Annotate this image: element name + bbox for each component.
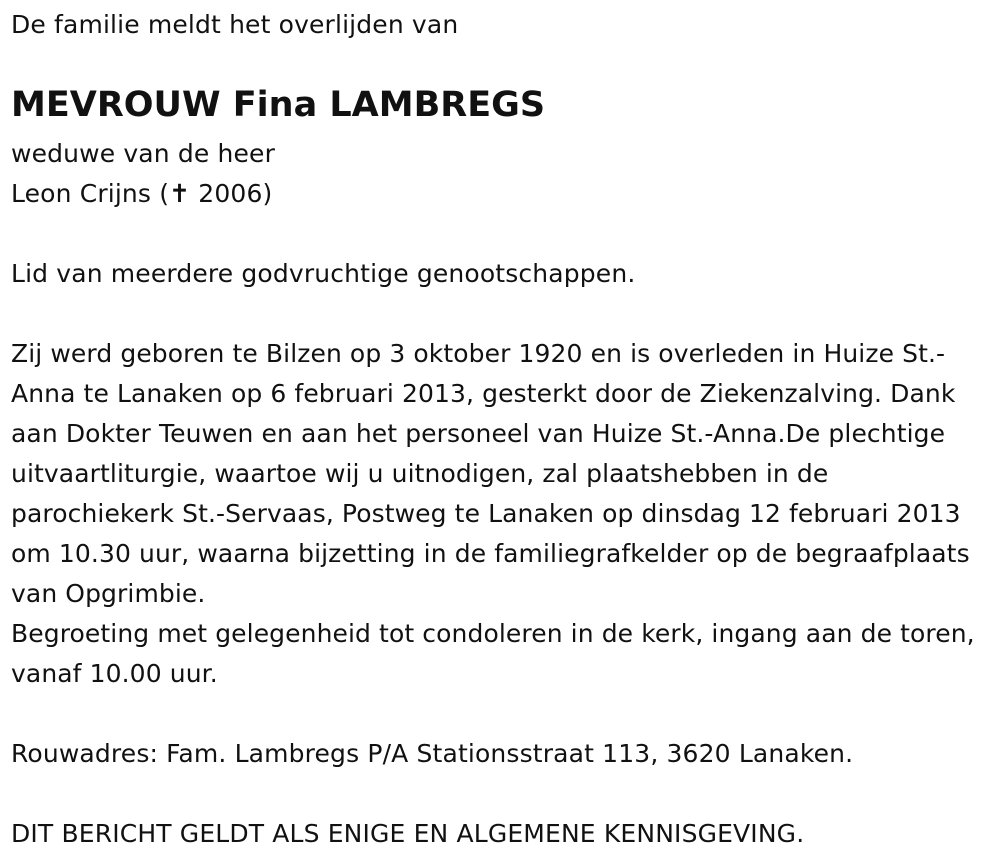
condolences-text: Begroeting met gelegenheid tot condoleren in de kerk, ingang aan de toren, vanaf 10.00 uur. <box>11 619 975 688</box>
closing-text: DIT BERICHT GELDT ALS ENIGE EN ALGEMENE KENNISGEVING. <box>11 819 805 848</box>
intro-text: De familie meldt het overlijden van <box>11 10 459 39</box>
birth-death-details: Zij werd geboren te Bilzen op 3 oktober 1920 en is overleden in Huize St.-Anna te Lanaken op 6 februari 2013, gesterkt door de Ziekenzalving. Dank aan Dokter Teuwen en aan het personeel van Huize St.-Anna.De plechtige uitvaartliturgie, waartoe wij u uitnodigen, zal plaatshebben in de parochiekerk St.-Servaas, Postweg te Lanaken op dinsdag 12 februari 2013 om 10.30 uur, waarna bijzetting in de familiegrafkelder op de begraafplaats van Opgrimbie. <box>11 339 970 608</box>
membership-text: Lid van meerdere godvruchtige genootschappen. <box>11 259 636 288</box>
widow-of-text: weduwe van de heer <box>11 139 276 168</box>
spouse-text: Leon Crijns (✝ 2006) <box>11 179 273 208</box>
announcement-body <box>11 334 989 694</box>
deceased-name: MEVROUW Fina LAMBREGS <box>11 85 546 125</box>
address-text: Rouwadres: Fam. Lambregs P/A Stationsstraat 113, 3620 Lanaken. <box>11 739 854 768</box>
